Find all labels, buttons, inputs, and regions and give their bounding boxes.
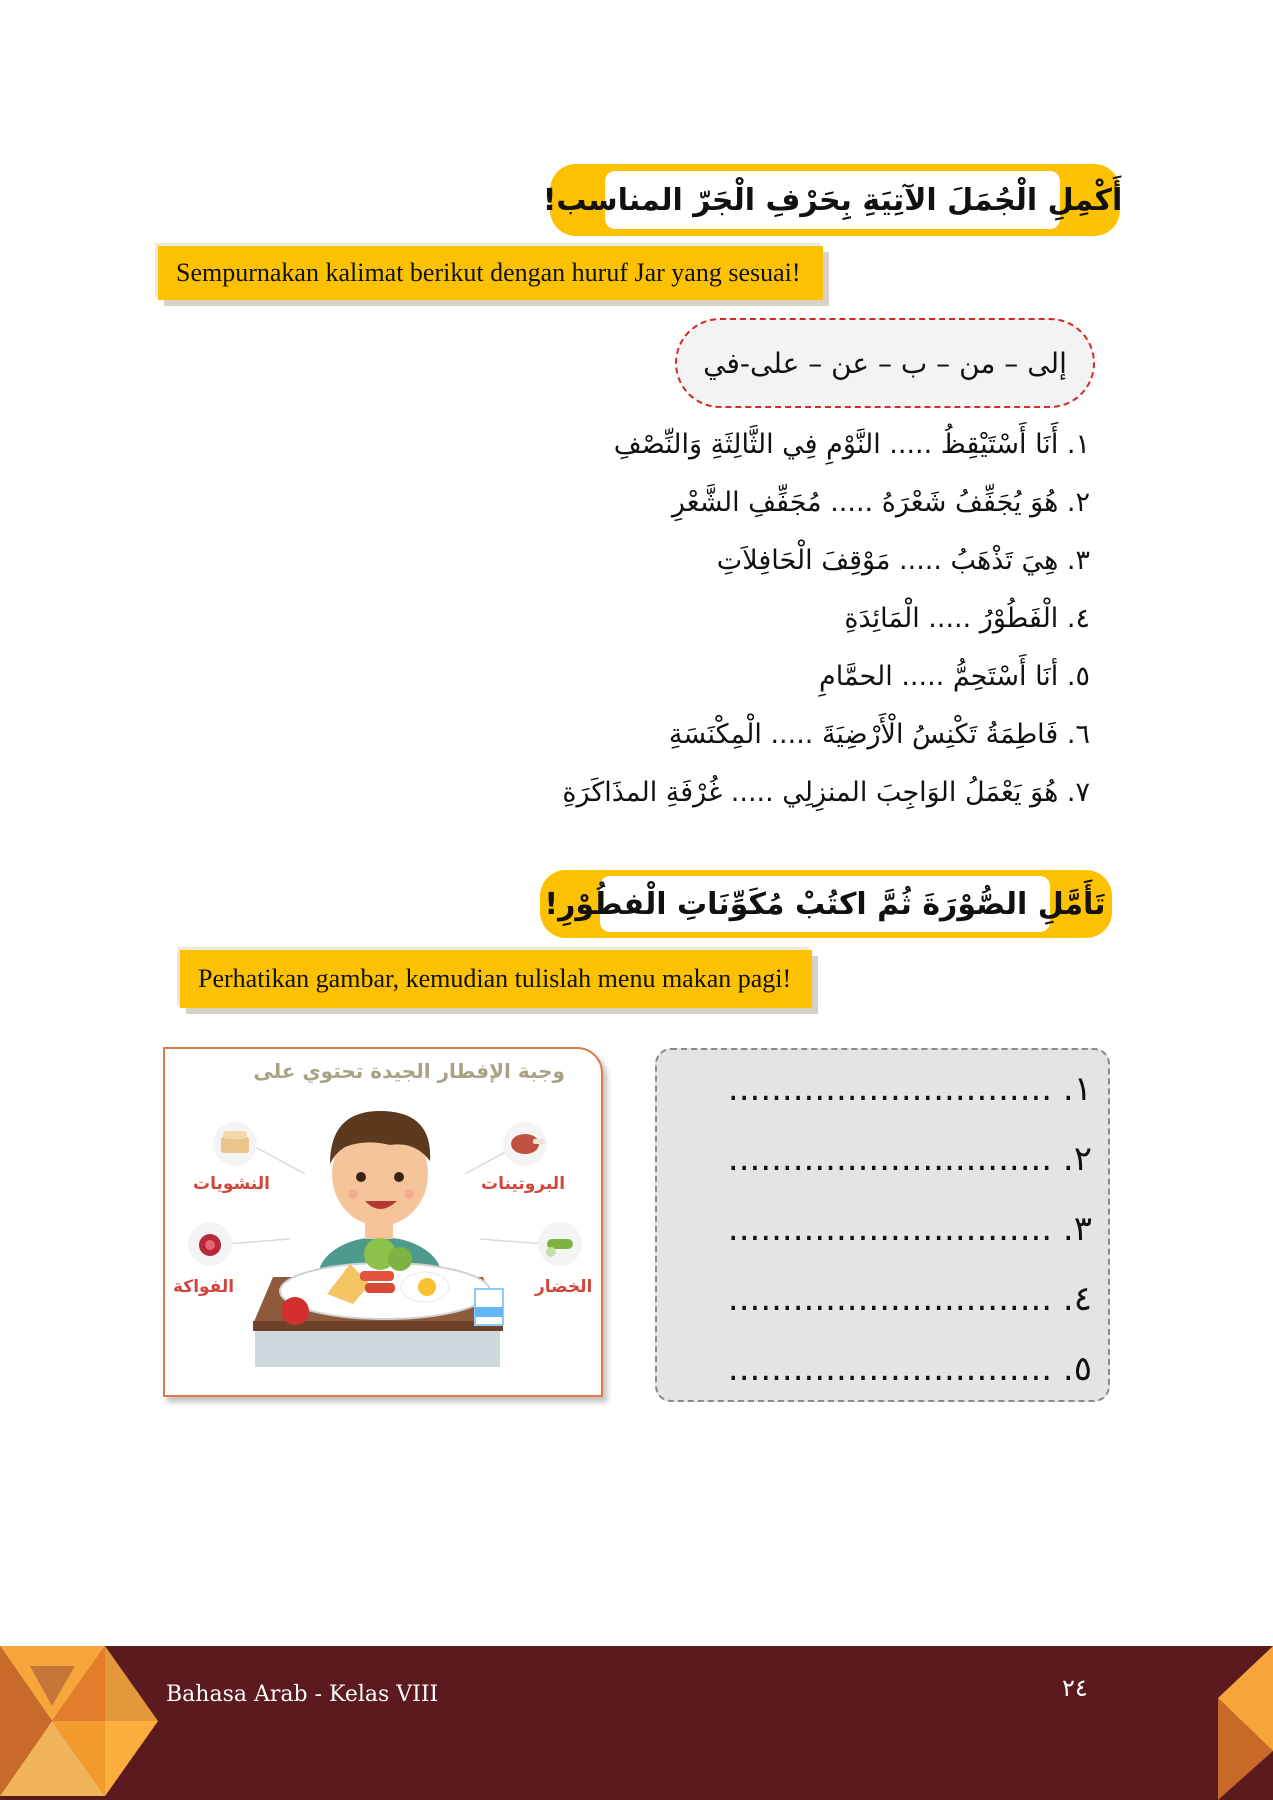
exercise2-banner bbox=[540, 870, 1112, 938]
label-proteins: البروتينات bbox=[481, 1174, 566, 1194]
page-footer bbox=[0, 1646, 1273, 1800]
book-title: Bahasa Arab - Kelas VIII bbox=[166, 1682, 439, 1707]
exercise2-instruction-box bbox=[180, 950, 812, 1008]
sentence-item: ٧. هُوَ يَعْمَلُ الوَاجِبَ المنزِلِي ..... غُرْفَةِ المذَاكَرَةِ bbox=[562, 777, 1090, 808]
bread-icon bbox=[213, 1122, 257, 1166]
label-starches: النشويات bbox=[193, 1174, 270, 1194]
answer-line[interactable]: ٤. .............................. bbox=[727, 1279, 1092, 1319]
page-number: ٢٤ bbox=[1062, 1674, 1088, 1702]
sentence-list bbox=[560, 416, 1090, 822]
answer-line[interactable]: ٢. .............................. bbox=[727, 1139, 1092, 1179]
exercise1-banner bbox=[542, 164, 1123, 236]
answer-line[interactable]: ٣. .............................. bbox=[727, 1209, 1092, 1249]
answer-box bbox=[655, 1048, 1110, 1402]
exercise2-title-ar: تَأَمَّلِ الصُّوْرَةَ ثُمَّ اكتُبْ مُكَوِّنَاتِ الْفطُوْرِ! bbox=[600, 876, 1050, 932]
exercise1-title-id: Sempurnakan kalimat berikut dengan huruf Jar yang sesuai! bbox=[176, 258, 801, 287]
meat-icon bbox=[503, 1122, 547, 1166]
fruit-icon bbox=[188, 1222, 232, 1266]
footer-decoration bbox=[0, 1646, 1273, 1800]
sentence-item: ١. أَنَا أَسْتَيْقِظُ ..... النَّوْمِ فِي الثَّالِثَةِ وَالنِّصْفِ bbox=[613, 429, 1090, 460]
label-fruits: الفواكة bbox=[173, 1277, 235, 1297]
illustration-title: وجبة الإفطار الجيدة تحتوي على bbox=[253, 1059, 565, 1083]
sentence-item: ٢. هُوَ يُجَفِّفُ شَعْرَهُ ..... مُجَفِّفِ الشَّعْرِ bbox=[671, 487, 1090, 518]
sentence-item: ٤. الْفَطُوْرُ ..... الْمَائِدَةِ bbox=[844, 603, 1090, 634]
breakfast-drawing bbox=[165, 1049, 603, 1397]
vegetable-icon bbox=[538, 1222, 582, 1266]
exercise1-title-ar: أَكْمِلِ الْجُمَلَ الآتِيَةِ بِحَرْفِ الْجَرّ المناسب! bbox=[605, 171, 1060, 229]
sentence-item: ٦. فَاطِمَةُ تَكْنِسُ الْأَرْضِيَةَ ..... الْمِكْنَسَةِ bbox=[668, 719, 1090, 750]
answer-line[interactable]: ١. .............................. bbox=[727, 1069, 1092, 1109]
word-bank: إلى – من – ب – عن – على-في bbox=[675, 318, 1095, 408]
exercise2-title-id: Perhatikan gambar, kemudian tulislah menu makan pagi! bbox=[198, 964, 792, 993]
label-vegetables: الخضار bbox=[535, 1277, 593, 1297]
sentence-item: ٣. هِيَ تَذْهَبُ ..... مَوْقِفَ الْحَافِلاَتِ bbox=[716, 545, 1090, 576]
breakfast-illustration bbox=[163, 1047, 603, 1397]
exercise1-instruction-box bbox=[158, 246, 823, 300]
answer-line[interactable]: ٥. .............................. bbox=[727, 1349, 1092, 1389]
sentence-item: ٥. أنَا أَسْتَحِمُّ ..... الحمَّامِ bbox=[819, 661, 1090, 692]
